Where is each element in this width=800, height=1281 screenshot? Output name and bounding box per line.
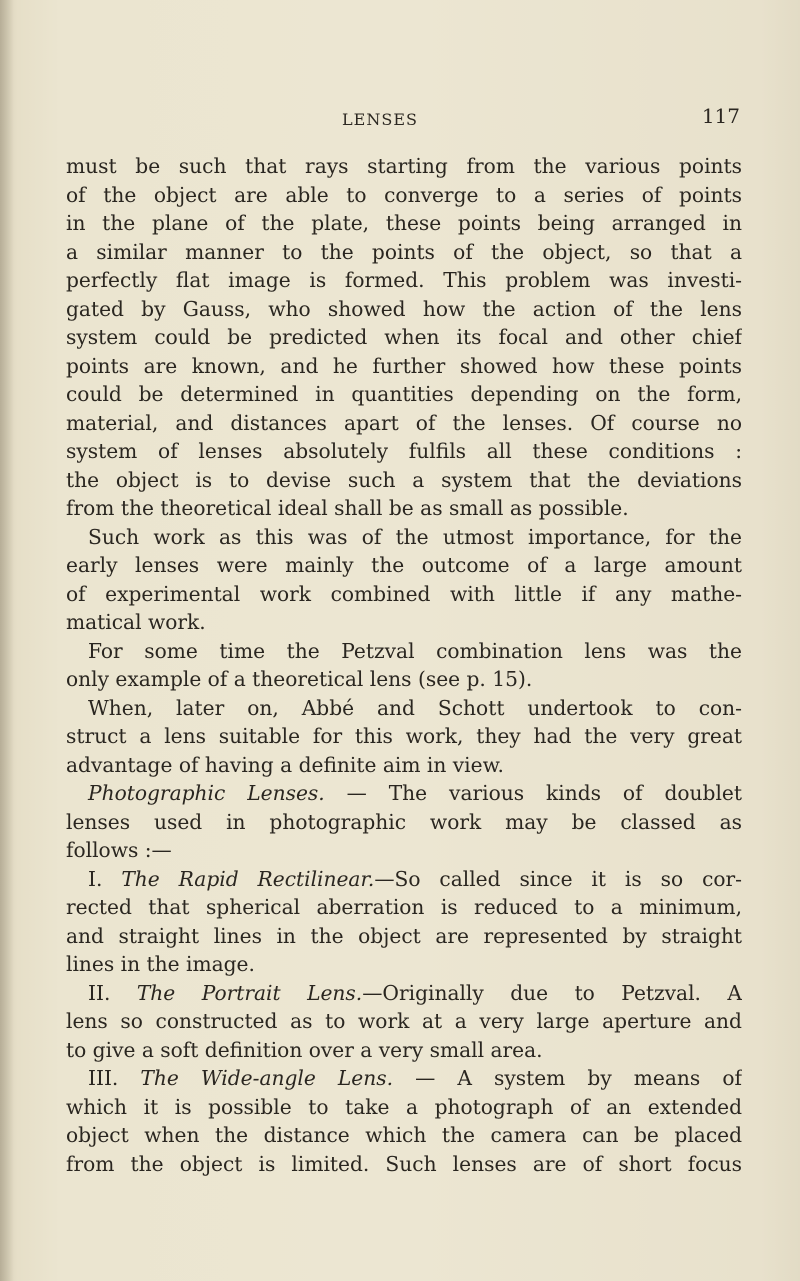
line-text: lines in the image. [66, 952, 255, 976]
text-line [66, 1150, 742, 1179]
list-numeral: II. [88, 980, 137, 1005]
text-line [66, 494, 742, 523]
list-numeral: III. [88, 1066, 141, 1090]
italic-heading: Photographic Lenses. [88, 781, 325, 805]
line-text: object when the distance which the camera can be placed [66, 1123, 742, 1147]
italic-heading: The Portrait Lens. [136, 980, 363, 1005]
text-line [66, 950, 742, 979]
text-line [66, 722, 742, 751]
text-line [66, 580, 742, 609]
text-line [66, 1121, 742, 1150]
line-text: lenses used in photographic work may be classed as [66, 809, 742, 834]
text-line [66, 437, 742, 466]
line-text: Such work as this was of the utmost importance, for the [88, 524, 742, 549]
text-line [66, 751, 742, 780]
line-text: advantage of having a definite aim in view. [66, 752, 504, 777]
line-text: of the object are able to converge to a series of points [66, 182, 742, 207]
text-line [66, 893, 742, 922]
line-text: lens so constructed as to work at a very large aperture and [66, 1009, 742, 1033]
text-line [66, 808, 742, 837]
text-line [66, 1064, 742, 1093]
line-text: to give a soft definition over a very small area. [66, 1037, 543, 1062]
running-head: LENSES [342, 110, 418, 129]
text-line [66, 836, 742, 865]
text-line [66, 152, 742, 181]
line-text: must be such that rays starting from the various points [66, 154, 742, 178]
line-text: gated by Gauss, who showed how the action of the lens [66, 296, 742, 321]
text-line [66, 466, 742, 495]
italic-heading: The Wide-angle Lens. [140, 1066, 394, 1090]
text-line [66, 1007, 742, 1036]
text-line [66, 238, 742, 267]
text-line [66, 1093, 742, 1122]
text-line [66, 608, 742, 637]
text-line [66, 295, 742, 324]
line-text: the object is to devise such a system that the deviations [66, 467, 742, 492]
line-text: —Originally due to Petzval. A [362, 980, 742, 1005]
line-text: — A system by means of [393, 1066, 742, 1090]
body-text [66, 152, 742, 1178]
line-text: a similar manner to the points of the object, so that a [66, 239, 742, 264]
line-text: from the theoretical ideal shall be as small as possible. [66, 496, 629, 520]
text-line [66, 323, 742, 352]
text-line [66, 181, 742, 210]
text-line [66, 865, 742, 894]
line-text: When, later on, Abbé and Schott undertook to con- [88, 695, 742, 720]
line-text: struct a lens suitable for this work, they had the very great [66, 724, 742, 748]
list-numeral: I. [88, 866, 122, 891]
text-line [66, 665, 742, 694]
line-text: early lenses were mainly the outcome of a large amount [66, 553, 742, 577]
text-line [66, 266, 742, 295]
text-line [66, 409, 742, 438]
line-text: points are known, and he further showed how these points [66, 353, 742, 378]
line-text: matical work. [66, 610, 206, 634]
line-text: system could be predicted when its focal and other chief [66, 325, 742, 349]
line-text: which it is possible to take a photograph of an extended [66, 1094, 742, 1119]
line-text: could be determined in quantities depending on the form, [66, 382, 742, 406]
line-text: —So called since it is so cor- [374, 866, 742, 891]
page-number: 117 [701, 104, 740, 128]
line-text: perfectly flat image is formed. This problem was investi- [66, 268, 742, 292]
text-line [66, 637, 742, 666]
text-line [66, 209, 742, 238]
line-text: rected that spherical aberration is reduced to a minimum, [66, 895, 742, 919]
line-text: follows :— [66, 838, 172, 862]
text-line [66, 922, 742, 951]
text-line [66, 523, 742, 552]
line-text: from the object is limited. Such lenses are of short focus [66, 1151, 742, 1176]
line-text: material, and distances apart of the lenses. Of course no [66, 410, 742, 435]
line-text: — The various kinds of doublet [324, 781, 742, 805]
text-line [66, 694, 742, 723]
line-text: system of lenses absolutely fulfils all these conditions : [66, 439, 742, 463]
text-line [66, 551, 742, 580]
text-line [66, 1036, 742, 1065]
line-text: For some time the Petzval combination lens was the [88, 638, 742, 663]
text-line [66, 380, 742, 409]
text-line [66, 979, 742, 1008]
line-text: only example of a theoretical lens (see p. 15). [66, 667, 533, 691]
line-text: in the plane of the plate, these points being arranged in [66, 211, 742, 235]
text-line [66, 779, 742, 808]
binding-shadow [0, 0, 14, 1281]
italic-heading: The Rapid Rectilinear. [121, 866, 375, 891]
text-line [66, 352, 742, 381]
line-text: of experimental work combined with little if any mathe- [66, 581, 742, 606]
line-text: and straight lines in the object are represented by straight [66, 923, 742, 948]
